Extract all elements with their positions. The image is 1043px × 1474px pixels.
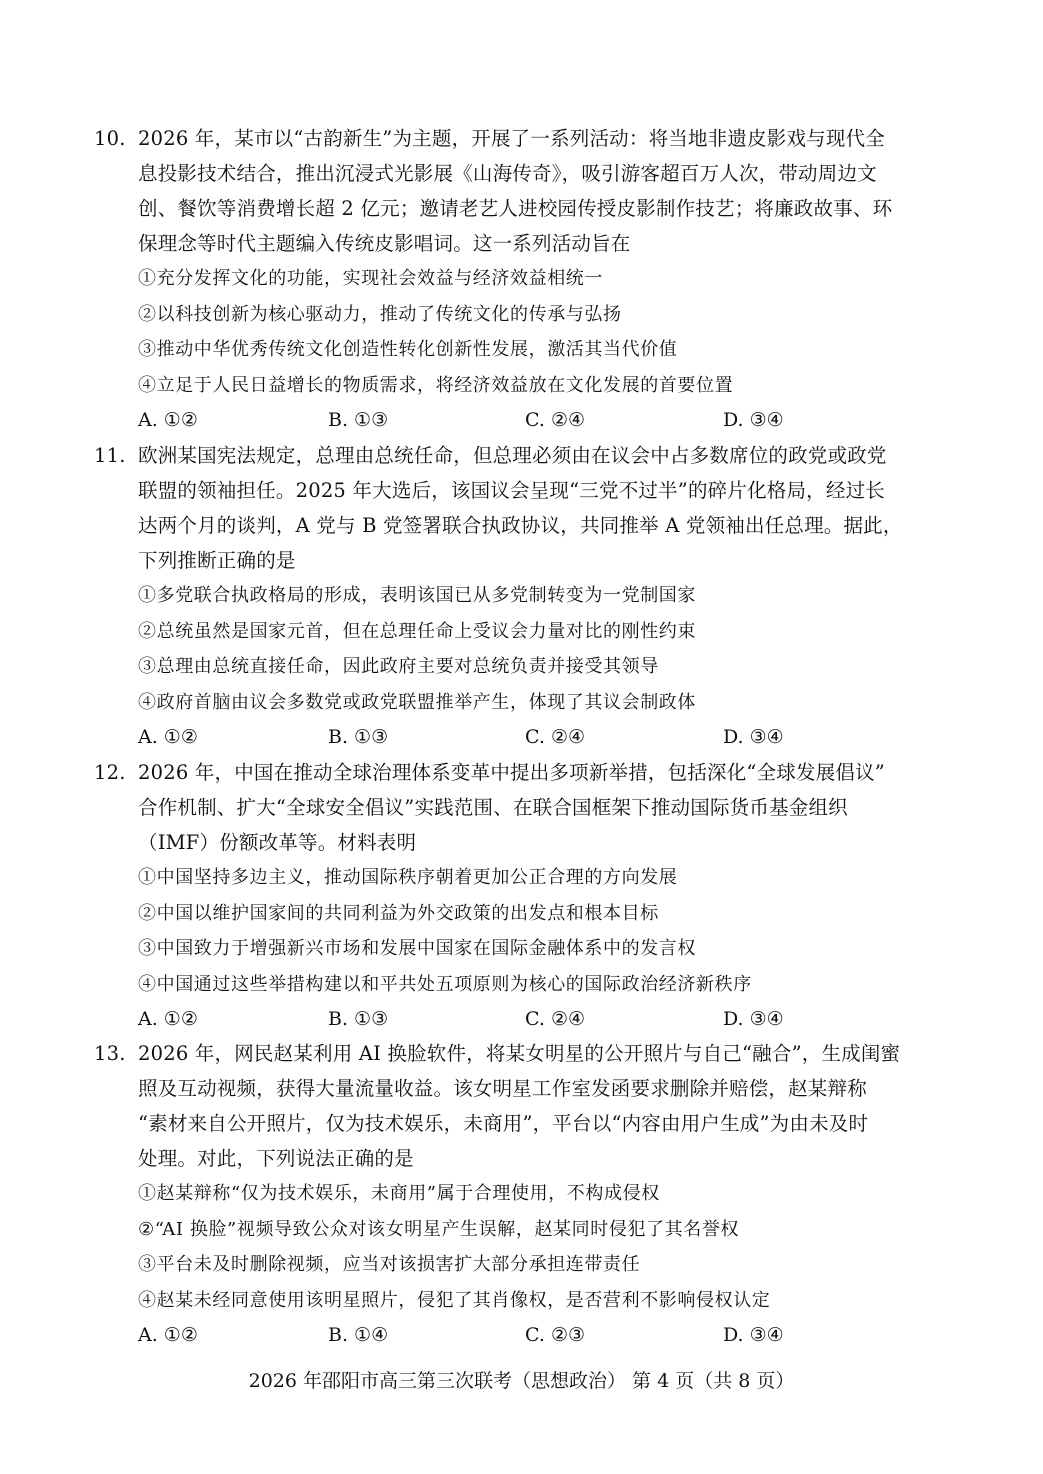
answer-choices xyxy=(94,1318,954,1352)
stem-text: 2026 年，网民赵某利用 AI 换脸软件，将某女明星的公开照片与自己“融合”，生成闺蜜 xyxy=(138,1042,901,1065)
stem-line xyxy=(94,121,954,156)
choice-c: C. ②④ xyxy=(525,1008,586,1030)
stem-line xyxy=(94,543,954,578)
stem-text: 联盟的领袖担任。2025 年大选后，该国议会呈现“三党不过半”的碎片化格局，经过长 xyxy=(138,479,885,502)
statement-3: ③推动中华优秀传统文化创造性转化创新性发展，激活其当代价值 xyxy=(138,339,678,360)
choice-a: A. ①② xyxy=(138,1324,198,1346)
choice-b: B. ①③ xyxy=(328,1008,389,1030)
statement-1: ①充分发挥文化的功能，实现社会效益与经济效益相统一 xyxy=(138,268,603,289)
question-number: 11. xyxy=(94,444,126,467)
choice-d: D. ③④ xyxy=(723,1324,784,1346)
choice-a: A. ①② xyxy=(138,726,198,748)
question-10 xyxy=(94,121,954,437)
statement-1: ①赵某辩称“仅为技术娱乐，未商用”属于合理使用，不构成侵权 xyxy=(138,1183,660,1204)
question-12 xyxy=(94,755,954,1036)
statement-2: ②总统虽然是国家元首，但在总理任命上受议会力量对比的刚性约束 xyxy=(138,620,696,642)
stem-line xyxy=(94,1106,954,1141)
choice-d: D. ③④ xyxy=(723,726,784,748)
choice-b: B. ①③ xyxy=(328,409,389,431)
statement-4: ④赵某未经同意使用该明星照片，侵犯了其肖像权，是否营利不影响侵权认定 xyxy=(138,1289,771,1311)
answer-choices xyxy=(94,1002,954,1036)
stem-line xyxy=(94,226,954,261)
stem-line xyxy=(94,790,954,825)
choice-c: C. ②④ xyxy=(525,409,586,431)
stem-text: 达两个月的谈判，A 党与 B 党签署联合执政协议，共同推举 A 党领袖出任总理。据此， xyxy=(138,514,903,537)
stem-line xyxy=(94,1071,954,1106)
stem-line xyxy=(94,438,954,473)
stem-line xyxy=(94,1036,954,1071)
stem-text: 创、餐饮等消费增长超 2 亿元；邀请老艺人进校园传授皮影制作技艺；将廉政故事、环 xyxy=(138,197,893,220)
question-13 xyxy=(94,1036,954,1352)
stem-text: 保理念等时代主题编入传统皮影唱词。这一系列活动旨在 xyxy=(138,232,631,255)
statement-4: ④中国通过这些举措构建以和平共处五项原则为核心的国际政治经济新秩序 xyxy=(138,973,752,995)
statement-3: ③总理由总统直接任命，因此政府主要对总统负责并接受其领导 xyxy=(138,656,659,677)
stem-text: 下列推断正确的是 xyxy=(138,549,296,572)
choice-c: C. ②③ xyxy=(525,1324,586,1346)
answer-choices xyxy=(94,403,954,437)
question-number: 12. xyxy=(94,761,126,784)
stem-text: 合作机制、扩大“全球安全倡议”实践范围、在联合国框架下推动国际货币基金组织 xyxy=(138,796,848,819)
choice-c: C. ②④ xyxy=(525,726,586,748)
page-footer: 2026 年邵阳市高三第三次联考（思想政治） 第 4 页（共 8 页） xyxy=(248,1370,795,1392)
statement-1: ①中国坚持多边主义，推动国际秩序朝着更加公正合理的方向发展 xyxy=(138,867,678,888)
stem-text: （IMF）份额改革等。材料表明 xyxy=(138,831,417,854)
stem-line xyxy=(94,156,954,191)
stem-line xyxy=(94,1141,954,1176)
question-11 xyxy=(94,438,954,754)
choice-d: D. ③④ xyxy=(723,1008,784,1030)
statement-3: ③中国致力于增强新兴市场和发展中国家在国际金融体系中的发言权 xyxy=(138,938,696,959)
stem-line xyxy=(94,825,954,860)
stem-line xyxy=(94,191,954,226)
statement-4: ④立足于人民日益增长的物质需求，将经济效益放在文化发展的首要位置 xyxy=(138,374,734,396)
stem-text: “素材来自公开照片，仅为技术娱乐，未商用”，平台以“内容由用户生成”为由未及时 xyxy=(138,1112,869,1135)
choice-a: A. ①② xyxy=(138,409,198,431)
statement-2: ②以科技创新为核心驱动力，推动了传统文化的传承与弘扬 xyxy=(138,303,622,325)
statement-2: ②“AI 换脸”视频导致公众对该女明星产生误解，赵某同时侵犯了其名誉权 xyxy=(138,1218,740,1240)
question-number: 10. xyxy=(94,127,126,150)
question-number: 13. xyxy=(94,1042,126,1065)
answer-choices xyxy=(94,720,954,754)
statement-4: ④政府首脑由议会多数党或政党联盟推举产生，体现了其议会制政体 xyxy=(138,691,696,713)
choice-b: B. ①③ xyxy=(328,726,389,748)
choice-d: D. ③④ xyxy=(723,409,784,431)
stem-line xyxy=(94,755,954,790)
statement-1: ①多党联合执政格局的形成，表明该国已从多党制转变为一党制国家 xyxy=(138,585,696,606)
stem-text: 欧洲某国宪法规定，总理由总统任命，但总理必须由在议会中占多数席位的政党或政党 xyxy=(138,444,887,467)
stem-text: 息投影技术结合，推出沉浸式光影展《山海传奇》，吸引游客超百万人次，带动周边文 xyxy=(138,162,877,185)
stem-text: 处理。对此，下列说法正确的是 xyxy=(138,1147,414,1170)
choice-b: B. ①④ xyxy=(328,1324,389,1346)
stem-line xyxy=(94,508,954,543)
stem-line xyxy=(94,473,954,508)
statement-2: ②中国以维护国家间的共同利益为外交政策的出发点和根本目标 xyxy=(138,902,659,924)
stem-text: 照及互动视频，获得大量流量收益。该女明星工作室发函要求删除并赔偿，赵某辩称 xyxy=(138,1077,867,1100)
stem-text: 2026 年，中国在推动全球治理体系变革中提出多项新举措，包括深化“全球发展倡议” xyxy=(138,761,885,784)
statement-3: ③平台未及时删除视频，应当对该损害扩大部分承担连带责任 xyxy=(138,1254,641,1275)
choice-a: A. ①② xyxy=(138,1008,198,1030)
stem-text: 2026 年，某市以“古韵新生”为主题，开展了一系列活动：将当地非遗皮影戏与现代全 xyxy=(138,127,885,150)
